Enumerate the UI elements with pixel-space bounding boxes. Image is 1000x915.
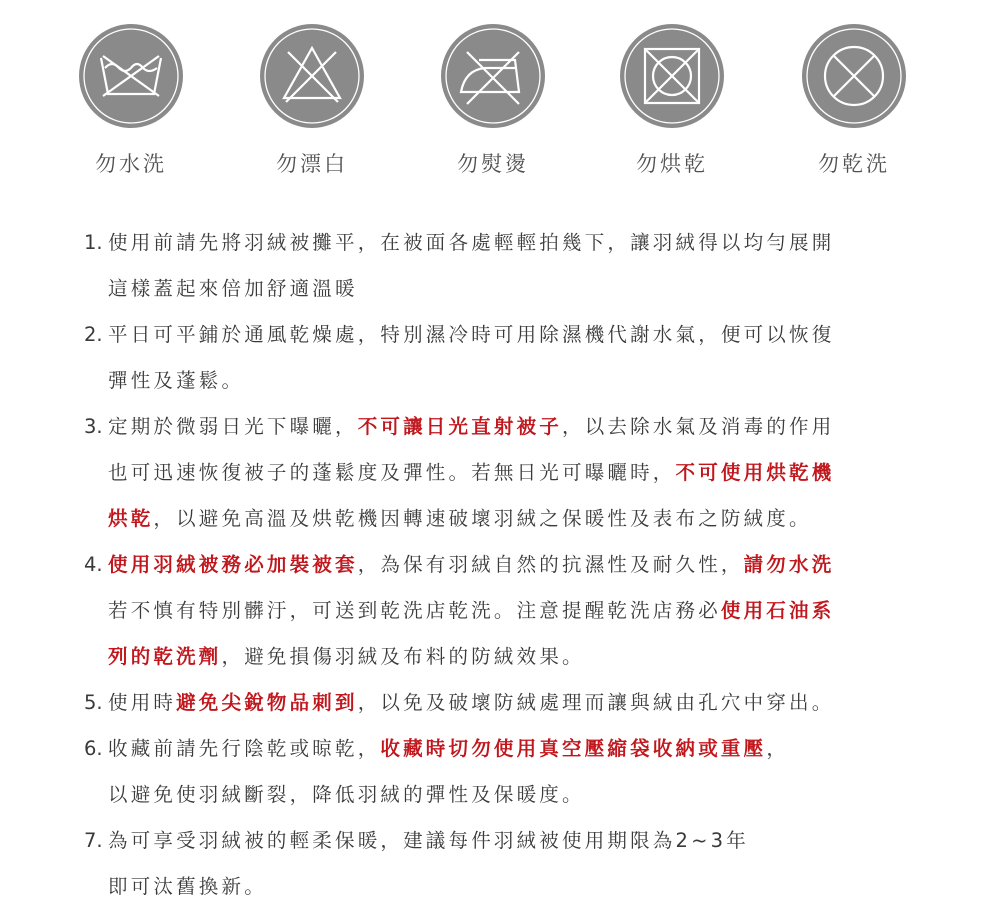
instruction-number: 6. bbox=[84, 737, 103, 760]
instruction-number: 3. bbox=[84, 415, 103, 438]
instruction-item bbox=[84, 317, 964, 409]
care-item-no-dry-clean bbox=[789, 22, 919, 178]
instruction-text: 即可汰舊換新。 bbox=[108, 875, 267, 898]
care-label: 勿漂白 bbox=[276, 152, 348, 176]
instruction-line bbox=[84, 501, 964, 547]
no-wash-icon bbox=[77, 22, 185, 130]
instruction-item bbox=[84, 731, 964, 823]
instruction-line bbox=[84, 869, 964, 915]
care-instructions-list bbox=[84, 225, 964, 915]
instruction-text: 也可迅速恢復被子的蓬鬆度及彈性。若無日光可曝曬時， bbox=[108, 461, 676, 484]
instruction-item bbox=[84, 685, 964, 731]
warning-text: 不可讓日光直射被子 bbox=[357, 415, 563, 438]
instruction-text: ，為保有羽絨自然的抗濕性及耐久性， bbox=[357, 553, 744, 576]
instruction-text: ，以去除水氣及消毒的作用 bbox=[562, 415, 835, 438]
instruction-text: 這樣蓋起來倍加舒適溫暖 bbox=[108, 277, 358, 300]
instruction-line bbox=[84, 685, 964, 731]
no-bleach-icon bbox=[258, 22, 366, 130]
warning-text: 收藏時切勿使用真空壓縮袋收納或重壓 bbox=[380, 737, 767, 760]
instruction-item bbox=[84, 409, 964, 547]
no-tumble-dry-icon bbox=[618, 22, 726, 130]
warning-text: 使用羽絨被務必加裝被套 bbox=[108, 553, 358, 576]
instruction-text: ，避免損傷羽絨及布料的防絨效果。 bbox=[221, 645, 585, 668]
instruction-text: 若不慎有特別髒汙，可送到乾洗店乾洗。注意提醒乾洗店務必 bbox=[108, 599, 721, 622]
warning-text: 請勿水洗 bbox=[743, 553, 835, 576]
warning-text: 使用石油系 bbox=[720, 599, 835, 622]
instruction-text: 使用時 bbox=[108, 691, 177, 714]
instruction-text: 收藏前請先行陰乾或晾乾， bbox=[108, 737, 381, 760]
instruction-text: 以避免使羽絨斷裂，降低羽絨的彈性及保暖度。 bbox=[108, 783, 585, 806]
instruction-text: ， bbox=[766, 737, 790, 760]
instruction-text: ，以避免高溫及烘乾機因轉速破壞羽絨之保暖性及表布之防絨度。 bbox=[153, 507, 812, 530]
instruction-item bbox=[84, 225, 964, 317]
instruction-number: 2. bbox=[84, 323, 103, 346]
care-item-no-bleach bbox=[247, 22, 377, 178]
instruction-line bbox=[84, 363, 964, 409]
care-label: 勿乾洗 bbox=[818, 152, 890, 176]
instruction-number: 1. bbox=[84, 231, 103, 254]
warning-text: 烘乾 bbox=[108, 507, 154, 530]
instruction-line bbox=[84, 593, 964, 639]
instruction-line bbox=[84, 317, 964, 363]
instruction-line bbox=[84, 823, 964, 869]
instruction-line bbox=[84, 455, 964, 501]
warning-text: 不可使用烘乾機 bbox=[675, 461, 835, 484]
instruction-line bbox=[84, 777, 964, 823]
instruction-line bbox=[84, 225, 964, 271]
instruction-text: 定期於微弱日光下曝曬， bbox=[108, 415, 358, 438]
no-dry-clean-icon bbox=[800, 22, 908, 130]
care-label: 勿水洗 bbox=[95, 152, 167, 176]
instruction-number: 5. bbox=[84, 691, 103, 714]
care-label: 勿熨燙 bbox=[457, 152, 529, 176]
instruction-line bbox=[84, 271, 964, 317]
instruction-line bbox=[84, 547, 964, 593]
instruction-number: 4. bbox=[84, 553, 103, 576]
instruction-item bbox=[84, 823, 964, 915]
instruction-number: 7. bbox=[84, 829, 103, 852]
warning-text: 避免尖銳物品刺到 bbox=[176, 691, 358, 714]
instruction-text: ，以免及破壞防絨處理而讓與絨由孔穴中穿出。 bbox=[357, 691, 835, 714]
care-item-no-iron bbox=[428, 22, 558, 178]
instruction-line bbox=[84, 409, 964, 455]
care-icons-row bbox=[0, 0, 1000, 200]
instruction-item bbox=[84, 547, 964, 685]
instruction-line bbox=[84, 731, 964, 777]
instruction-line bbox=[84, 639, 964, 685]
instruction-text: 彈性及蓬鬆。 bbox=[108, 369, 245, 392]
care-label: 勿烘乾 bbox=[636, 152, 708, 176]
instruction-text: 使用前請先將羽絨被攤平，在被面各處輕輕拍幾下，讓羽絨得以均勻展開 bbox=[108, 231, 835, 254]
care-item-no-tumble-dry bbox=[607, 22, 737, 178]
instruction-text: 為可享受羽絨被的輕柔保暖，建議每件羽絨被使用期限為2~3年 bbox=[108, 829, 749, 852]
instruction-text: 平日可平鋪於通風乾燥處，特別濕冷時可用除濕機代謝水氣，便可以恢復 bbox=[108, 323, 835, 346]
warning-text: 列的乾洗劑 bbox=[108, 645, 222, 668]
no-iron-icon bbox=[439, 22, 547, 130]
care-item-no-wash bbox=[66, 22, 196, 178]
